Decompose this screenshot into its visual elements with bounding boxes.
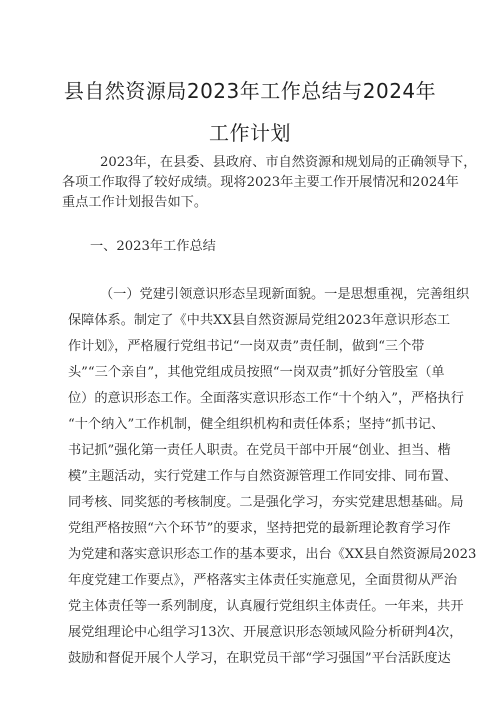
paragraph-line: 党组严格按照“六个环节”的要求，坚持把党的最新理论教育学习作 — [68, 521, 451, 536]
document-title-line-1: 县自然资源局2023年工作总结与2024年 — [63, 79, 437, 103]
paragraph-line: （一）党建引领意识形态呈现新面貌。一是思想重视，完善组织 — [100, 287, 470, 302]
paragraph-line: 2023年，在县委、县政府、市自然资源和规划局的正确领导下， — [100, 155, 477, 170]
paragraph-line: 各项工作取得了较好成绩。现将2023年主要工作开展情况和2024年 — [62, 175, 459, 190]
paragraph-line: 保障体系。制定了《中共XX县自然资源局党组2023年意识形态工 — [68, 313, 451, 328]
paragraph-line: 党主体责任等一系列制度，认真履行党组织主体责任。一年来，共开 — [68, 599, 464, 614]
paragraph-line: “十个纳入”工作机制，健全组织机构和责任体系；坚持“抓书记、 — [68, 417, 445, 432]
paragraph-line: 作计划》，严格履行党组书记“一岗双责”责任制，做到“三个带 — [68, 339, 425, 354]
paragraph-line: 年度党建工作要点》，严格落实主体责任实施意见，全面贯彻从严治 — [68, 573, 458, 588]
paragraph-line: 为党建和落实意识形态工作的基本要求，出台《XX县自然资源局2023 — [68, 547, 477, 562]
paragraph-line: 位）的意识形态工作。全面落实意识形态工作“十个纳入”，严格执行 — [68, 391, 464, 406]
paragraph-line: 头”“三个亲自”，其他党组成员按照“一岗双责”抓好分管股室（单 — [68, 365, 445, 380]
document-title-line-2: 工作计划 — [209, 121, 291, 145]
paragraph-line: 展党组理论中心组学习13次、开展意识形态领域风险分析研判4次， — [68, 625, 463, 640]
paragraph-line: 书记抓”强化第一责任人职责。在党员干部中开展“创业、担当、楷 — [68, 443, 451, 458]
section-heading: 一、2023年工作总结 — [90, 239, 216, 254]
paragraph-line: 重点工作计划报告如下。 — [62, 195, 208, 210]
paragraph-line: 同考核、同奖惩的考核制度。二是强化学习，夯实党建思想基础。局 — [68, 495, 464, 510]
paragraph-line: 鼓励和督促开展个人学习，在职党员干部“学习强国”平台活跃度达 — [68, 651, 451, 666]
paragraph-line: 模”主题活动，实行党建工作与自然资源管理工作同安排、同布置、 — [68, 469, 458, 484]
